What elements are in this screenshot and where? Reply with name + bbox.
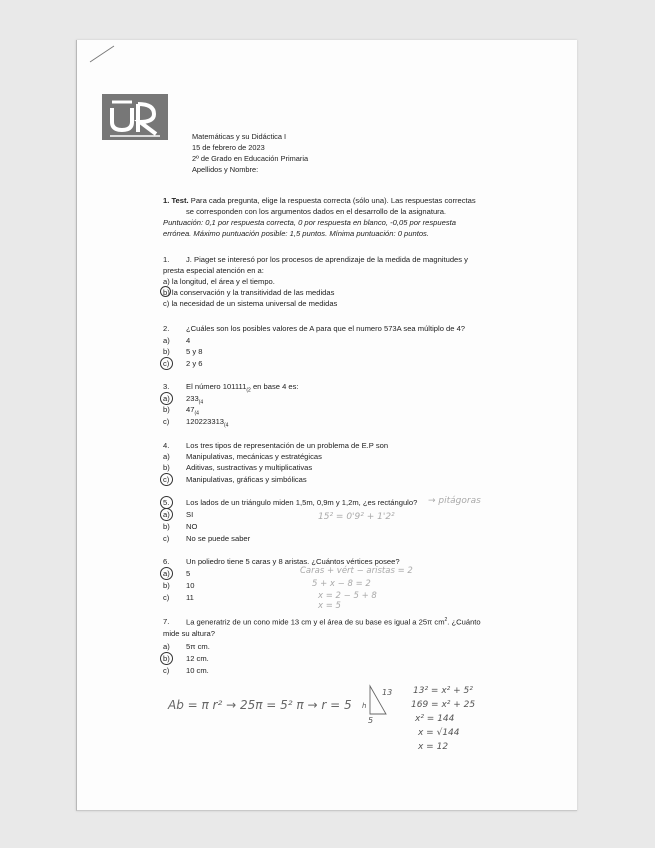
q7-stem-line1: La generatriz de un cono mide 13 cm y el área de su base es igual a 25π $cm^2$. ¿Cuánto — [186, 617, 481, 627]
q6-option-b[interactable]: b) 10 — [163, 581, 195, 590]
q6-handwritten-step3: x = 5 — [318, 601, 341, 611]
instructions-line1 — [163, 197, 476, 205]
q3-stem: El número $101111_{(2}$ en base 4 es: — [186, 382, 299, 394]
triangle-height-label: h — [362, 702, 367, 710]
q5-option-c[interactable]: c) No se puede saber — [163, 534, 251, 543]
calc-line1: 13² = x² + 5² — [413, 686, 473, 696]
q6-number: 6. — [163, 557, 170, 566]
q5-option-b[interactable]: b) NO — [163, 522, 198, 531]
q7-option-c[interactable]: c) 10 cm. — [163, 666, 209, 675]
triangle-base-label: 5 — [368, 716, 374, 725]
exam-date: 15 de febrero de 2023 — [192, 143, 265, 152]
pen-stroke-mark — [88, 42, 118, 66]
university-logo — [102, 94, 168, 140]
q1-answer-circle — [160, 286, 171, 297]
q5-handwritten-note: → pitágoras — [428, 496, 481, 506]
q1-number: 1. — [163, 255, 170, 264]
q6-option-c[interactable]: c) 11 — [163, 593, 194, 602]
subject-title: Matemáticas y su Didáctica I — [192, 132, 287, 141]
q3-number: 3. — [163, 382, 170, 391]
q1-option-b[interactable]: b) la conservación y la transitividad de las medidas — [163, 288, 335, 297]
q1-stem-line1: J. Piaget se interesó por los procesos de aprendizaje de la medida de magnitudes y — [186, 255, 468, 264]
calc-line4: x = √144 — [418, 728, 460, 738]
section-title: Test. — [171, 196, 189, 205]
calc-line5: x = 12 — [418, 742, 449, 752]
calc-line2: 169 = x² + 25 — [411, 700, 476, 710]
q7-option-a[interactable]: a) 5π cm. — [163, 642, 210, 651]
q5-option-a[interactable]: a) SI — [163, 510, 194, 519]
q7-number: 7. — [163, 617, 170, 626]
q1-option-a[interactable]: a) la longitud, el área y el tiempo. — [163, 277, 275, 286]
instructions-text: Para cada pregunta, elige la respuesta correcta (sólo una). Las respuestas correctas — [190, 196, 476, 205]
q4-option-b[interactable]: b) Aditivas, sustractivas y multiplicativas — [163, 463, 313, 472]
q4-option-a[interactable]: a) Manipulativas, mecánicas y estratégicas — [163, 452, 322, 461]
course-name: 2º de Grado en Educación Primaria — [192, 154, 309, 163]
q6-option-a[interactable]: a) 5 — [163, 569, 191, 578]
q4-option-c[interactable]: c) Manipulativas, gráficas y simbólicas — [163, 475, 307, 484]
q2-option-a[interactable]: a) 4 — [163, 336, 191, 345]
section-number: 1. — [163, 196, 170, 205]
q6-handwritten-formula: Caras + vért − aristas = 2 — [300, 566, 413, 576]
exam-sheet — [76, 40, 577, 811]
q6-stem: Un poliedro tiene 5 caras y 8 aristas. ¿Cuántos vértices posee? — [186, 557, 400, 566]
q5-handwritten-equation: 15² = 0'9² + 1'2² — [318, 512, 395, 522]
q3-option-b[interactable]: b) $47_{(4}$ — [163, 405, 199, 417]
q7-option-b[interactable]: b) 12 cm. — [163, 654, 209, 663]
q7-stem-line2: mide su altura? — [163, 629, 215, 638]
score-line1: Puntuación: 0,1 por respuesta correcta, 0 por respuesta en blanco, -0,05 por respuesta — [163, 218, 456, 227]
q2-option-b[interactable]: b) 5 y 8 — [163, 347, 203, 356]
q1-stem-line2: presta especial atención en a: — [163, 266, 264, 275]
q3-option-c[interactable]: c) $120223313_{(4}$ — [163, 417, 229, 429]
q6-handwritten-step1: 5 + x − 8 = 2 — [312, 579, 371, 589]
instructions-line2: se corresponden con los argumentos dados en el desarrollo de la asignatura. — [186, 207, 447, 216]
q2-option-c[interactable]: c) 2 y 6 — [163, 359, 203, 368]
q5-stem: Los lados de un triángulo miden 1,5m, 0,9m y 1,2m, ¿es rectángulo? — [186, 498, 418, 507]
q5-number: 5. — [163, 498, 170, 507]
triangle-hypotenuse-label: 13 — [382, 688, 393, 697]
q2-stem: ¿Cuáles son los posibles valores de A para que el numero 573A sea múltiplo de 4? — [186, 324, 466, 333]
q1-option-c[interactable]: c) la necesidad de un sistema universal de medidas — [163, 299, 338, 308]
q6-handwritten-step2: x = 2 − 5 + 8 — [318, 591, 377, 601]
q4-number: 4. — [163, 441, 170, 450]
logo-glyph-icon — [102, 94, 168, 140]
score-line2: errónea. Máximo puntuación posible: 1,5 puntos. Mínima puntuación: 0 puntos. — [163, 229, 429, 238]
q7-handwritten-area: Ab = π r² → 25π = 5² π → r = 5 — [168, 698, 352, 712]
calc-line3: x² = 144 — [415, 714, 455, 724]
student-name-label: Apellidos y Nombre: — [192, 165, 259, 174]
q4-stem: Los tres tipos de representación de un problema de E.P son — [186, 441, 389, 450]
q2-number: 2. — [163, 324, 170, 333]
q3-option-a[interactable]: a) $233_{(4}$ — [163, 394, 204, 406]
